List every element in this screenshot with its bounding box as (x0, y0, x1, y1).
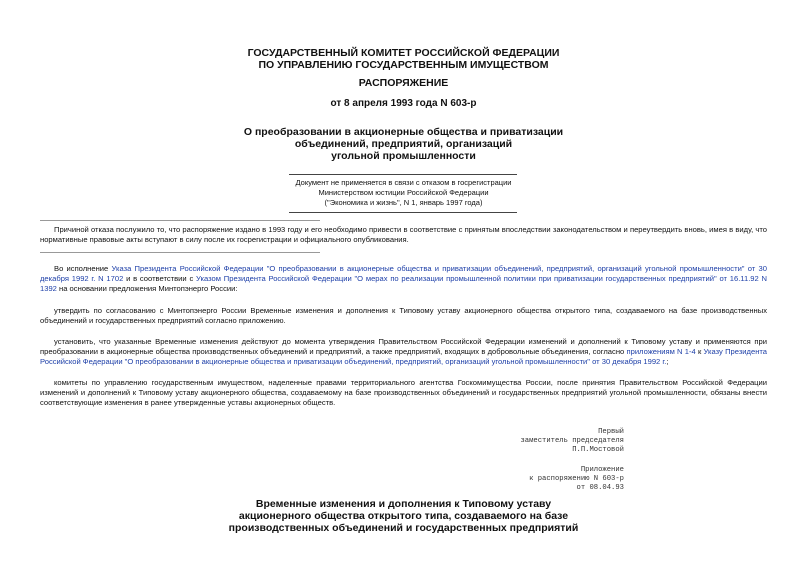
notice-bottom-divider (289, 212, 517, 213)
approve-paragraph (40, 306, 767, 326)
appendix-title-line-1: Временные изменения и дополнения к Типовому уставу (255, 498, 552, 510)
title-line-2: объединений, предприятий, организаций (294, 138, 513, 150)
establish-text-a: установить, что указанные Временные изменения действуют до момента утверждения Правительством Российской Федерации изменений и дополнений к Типовому уставу и применяются при преобразовании в акционерные общества производственных объединений и предприятий, а также предприятий, входящих в добровольные объединения, согласно (40, 337, 767, 356)
refusal-reason (40, 225, 767, 245)
preamble-text-a: Во исполнение (54, 264, 112, 273)
title-line-1: О преобразовании в акционерные общества и приватизации (243, 126, 564, 138)
reason-bottom-divider (40, 252, 320, 253)
appendix-title (0, 498, 807, 534)
approve-text: утвердить по согласованию с Минтопэнерго России Временные изменения и дополнения к Типовому уставу акционерного общества открытого типа, создаваемого на базе производственных объединений и государственных предприятий согласно приложению. (40, 306, 767, 325)
org-line-2: ПО УПРАВЛЕНИЮ ГОСУДАРСТВЕННЫМ ИМУЩЕСТВОМ (258, 59, 549, 71)
issuing-organization (0, 47, 807, 71)
refusal-reason-text: Причиной отказа послужило то, что распоряжение издано в 1993 году и его необходимо привести в соответствие с принятым впоследствии законодательством и переутвердить вновь, имея в виду, что нормативные правовые акты вступают в силу после их госрегистрации и официального опубликования. (40, 225, 767, 244)
decree-1702-link-2[interactable]: Указу Президента Российской Федерации "О преобразовании в акционерные общества и приватизации объединений, предприятий, организаций угольной промышленности" от 30 декабря 1992 г. (40, 347, 768, 366)
signature-block (520, 428, 624, 455)
appendix-ref-line-1: Приложение (580, 466, 624, 474)
document-type: РАСПОРЯЖЕНИЕ (358, 77, 449, 89)
document-title (0, 126, 807, 162)
appendix-ref-line-2: к распоряжению N 603-р (529, 475, 624, 483)
signature-line-3: П.П.Мостовой (572, 446, 624, 454)
decree-1702-link[interactable]: Указа Президента Российской Федерации "О преобразовании в акционерные общества и приватизации объединений, предприятий, организаций угольной промышленности" от 30 декабря 1992 г. N 1702 (40, 264, 767, 283)
notice-line-3: ("Экономика и жизнь", N 1, январь 1997 года) (324, 198, 483, 207)
appendix-reference (529, 466, 624, 493)
signature-line-2: заместитель председателя (520, 437, 624, 445)
org-line-1: ГОСУДАРСТВЕННЫЙ КОМИТЕТ РОССИЙСКОЙ ФЕДЕРАЦИИ (247, 47, 560, 59)
decree-1392-link[interactable]: Указом Президента Российской Федерации "О мерах по реализации промышленной политики при приватизации государственных предприятий" от 16.11.92 N 1392 (40, 274, 768, 293)
registration-notice (0, 178, 807, 208)
establish-text-c: ; (666, 357, 669, 366)
preamble-text-b: и в соответствии с (123, 274, 197, 283)
signature-line-1: Первый (598, 428, 624, 436)
preamble-text-c: на основании предложения Минтопэнерго России: (56, 284, 238, 293)
preamble-paragraph (40, 264, 767, 294)
committees-paragraph (40, 378, 767, 408)
appendix-ref-line-3: от 08.04.93 (576, 484, 624, 492)
notice-line-1: Документ не применяется в связи с отказом в госрегистрации (295, 178, 512, 187)
appendix-title-line-3: производственных объединений и государственных предприятий (228, 522, 579, 534)
reason-top-divider (40, 220, 320, 221)
committees-text: комитеты по управлению государственным имуществом, наделенные правами территориального агентства Госкомимущества России, после принятия Правительством Российской Федерации изменений и дополнений к Типовому уставу акционерного общества, создаваемому на базе производственных объединений и государственных предприятий угольной промышленности, обязаны внести соответствующие изменения в ранее утвержденные уставы акционерных обществ. (40, 378, 767, 407)
appendices-link[interactable]: приложениям N 1-4 (626, 347, 696, 356)
notice-line-2: Министерством юстиции Российской Федерации (318, 188, 489, 197)
establish-text-b: к (695, 347, 704, 356)
title-line-3: угольной промышленности (331, 150, 476, 162)
establish-paragraph (40, 337, 767, 367)
appendix-title-line-2: акционерного общества открытого типа, создаваемого на базе (238, 510, 569, 522)
notice-top-divider (289, 174, 517, 175)
document-date: от 8 апреля 1993 года N 603-р (330, 98, 477, 109)
